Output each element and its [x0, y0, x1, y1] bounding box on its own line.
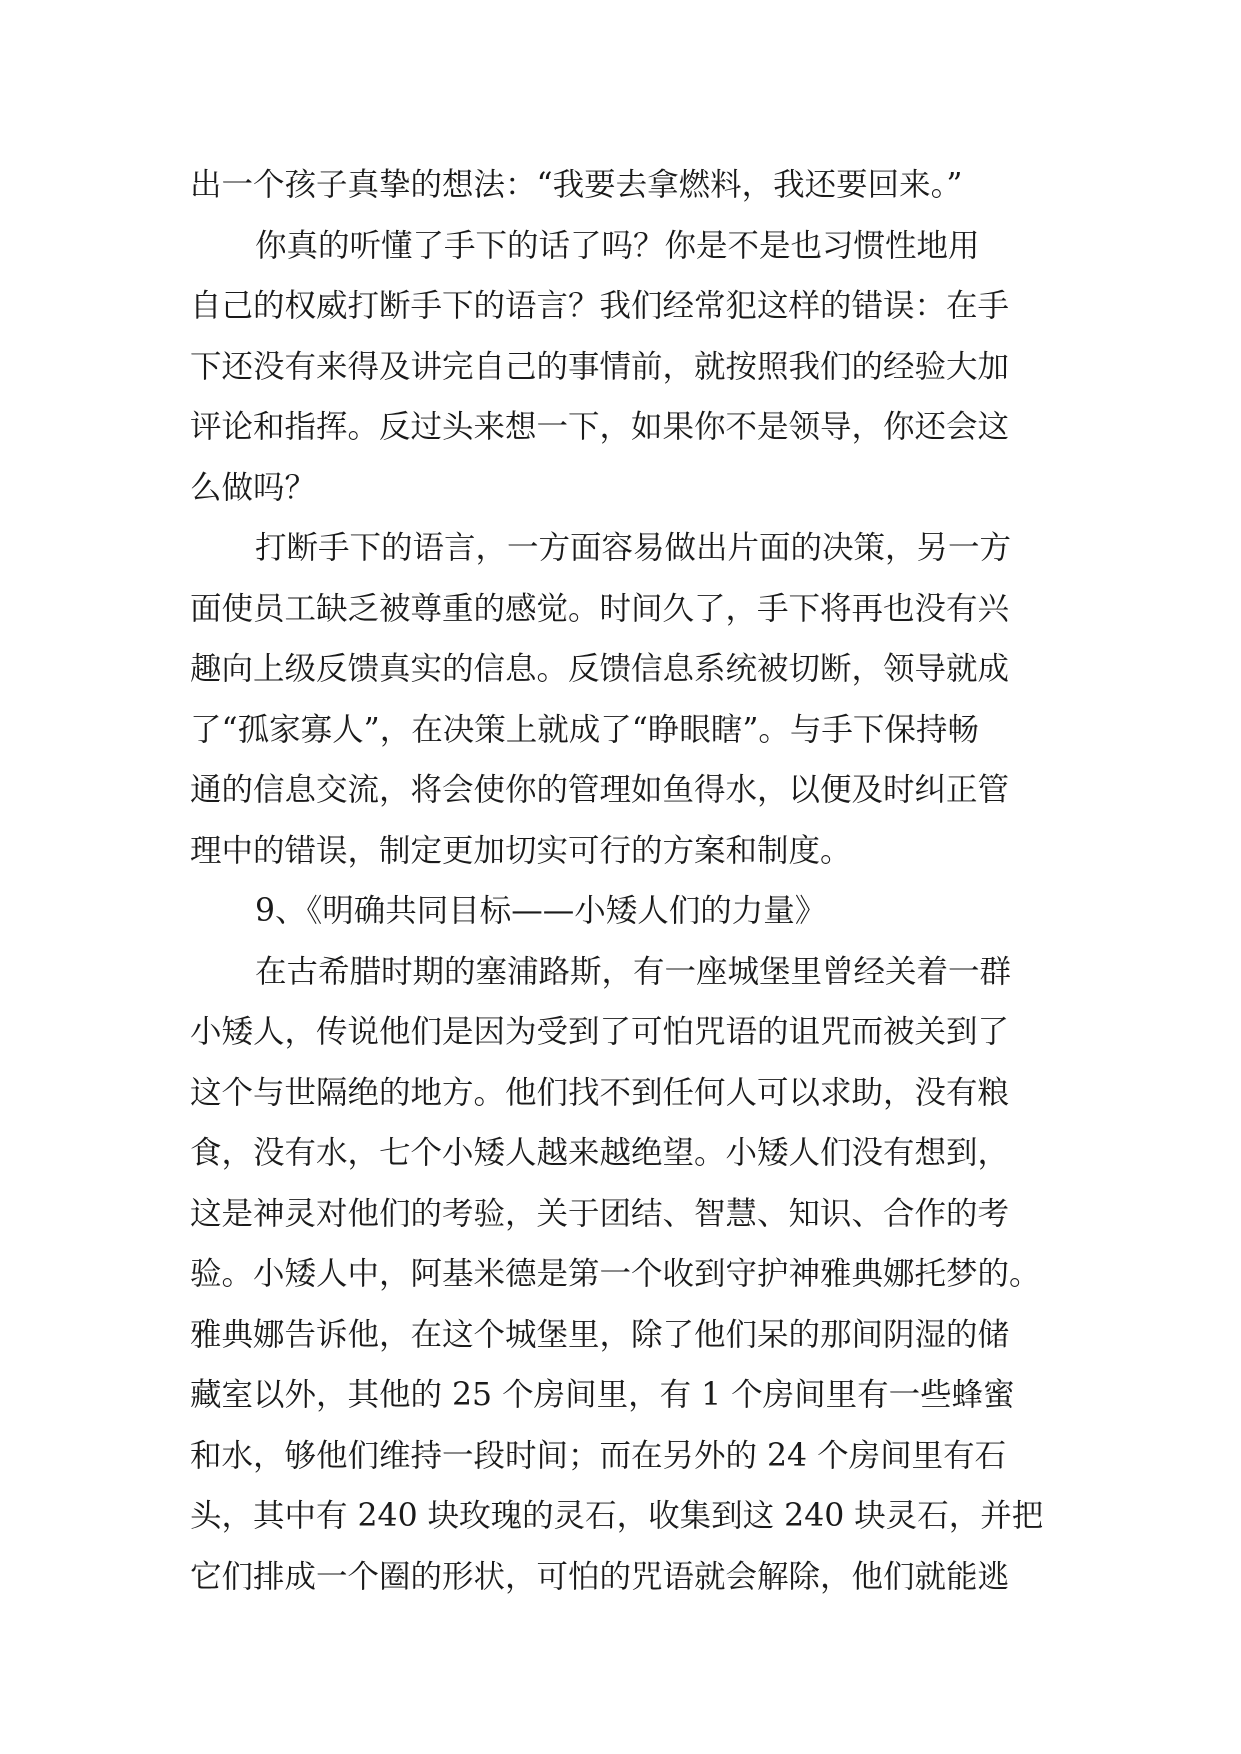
text-line: 了“孤家寡人”，在决策上就成了“睁眼瞎”。与手下保持畅 — [190, 711, 979, 748]
text-line: 食，没有水，七个小矮人越来越绝望。小矮人们没有想到， — [190, 1135, 1010, 1171]
text-line: 头，其中有 240 块玫瑰的灵石，收集到这 240 块灵石，并把 — [190, 1498, 1044, 1534]
text-line: 出一个孩子真挚的想法：“我要去拿燃料，我还要回来。” — [190, 167, 963, 203]
text-line: 打断手下的语言，一方面容易做出片面的决策，另一方 — [255, 530, 1012, 566]
text-line: 和水，够他们维持一段时间；而在另外的 24 个房间里有石 — [190, 1437, 1007, 1474]
text-line: 这个与世隔绝的地方。他们找不到任何人可以求助，没有粮 — [190, 1074, 1010, 1111]
body-text — [190, 155, 1065, 1607]
text-line: 趣向上级反馈真实的信息。反馈信息系统被切断，领导就成 — [190, 651, 1010, 687]
text-line: 它们排成一个圈的形状，可怕的咒语就会解除，他们就能逃 — [190, 1558, 1010, 1595]
text-line: 自己的权威打断手下的语言？我们经常犯这样的错误：在手 — [190, 288, 1010, 324]
text-line: 验。小矮人中，阿基米德是第一个收到守护神雅典娜托梦的。 — [190, 1256, 1041, 1292]
text-line: 面使员工缺乏被尊重的感觉。时间久了，手下将再也没有兴 — [190, 590, 1010, 627]
text-line: 么做吗？ — [190, 469, 317, 506]
text-line: 理中的错误，制定更加切实可行的方案和制度。 — [190, 832, 852, 869]
section-heading: 9、《明确共同目标——小矮人们的力量》 — [255, 893, 827, 929]
text-line: 这是神灵对他们的考验，关于团结、智慧、知识、合作的考 — [190, 1195, 1010, 1232]
text-line: 雅典娜告诉他，在这个城堡里，除了他们呆的那间阴湿的储 — [190, 1316, 1010, 1353]
text-line: 在古希腊时期的塞浦路斯，有一座城堡里曾经关着一群 — [255, 953, 1012, 990]
text-line: 你真的听懂了手下的话了吗？你是不是也习惯性地用 — [255, 227, 980, 264]
text-line: 通的信息交流，将会使你的管理如鱼得水，以便及时纠正管 — [190, 772, 1010, 808]
text-line: 评论和指挥。反过头来想一下，如果你不是领导，你还会这 — [190, 409, 1010, 445]
text-line: 小矮人，传说他们是因为受到了可怕咒语的诅咒而被关到了 — [190, 1014, 1010, 1050]
text-line: 藏室以外，其他的 25 个房间里，有 1 个房间里有一些蜂蜜 — [190, 1377, 1015, 1413]
text-line: 下还没有来得及讲完自己的事情前，就按照我们的经验大加 — [190, 348, 1010, 385]
